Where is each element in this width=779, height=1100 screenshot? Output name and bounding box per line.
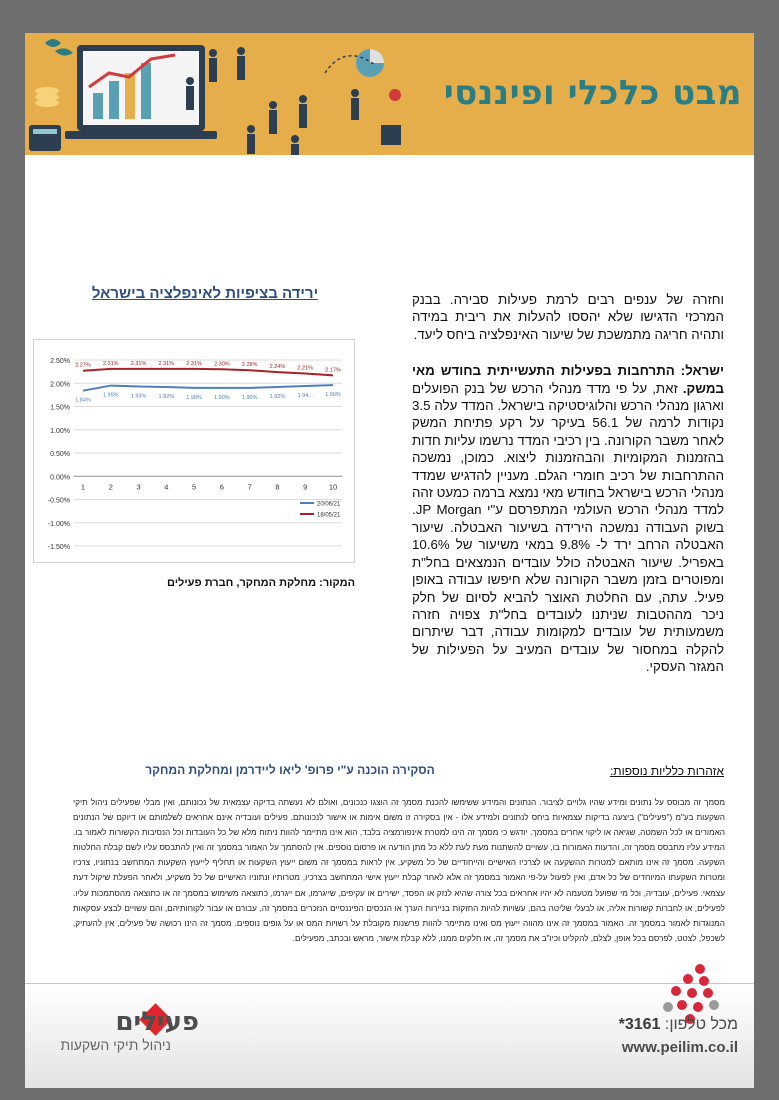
israel-paragraph [412,362,724,675]
data-label: 1.90% [241,394,258,401]
y-tick-label: 0.50% [50,451,70,458]
legend-label: 18/05/21 [317,512,341,519]
header-banner [25,33,754,155]
data-label: 2.27% [75,362,91,369]
y-tick-label: -1.50% [47,544,70,551]
data-label: 2.31% [186,360,202,367]
x-tick-label: 4 [164,482,169,492]
series-line [83,369,333,376]
brand-name: פעילים [115,1007,199,1037]
phone-number: 3161* [618,1016,661,1033]
document-page [25,33,754,1088]
chart-title: ירידה בציפיות לאינפלציה בישראל [91,285,319,302]
y-tick-label: -1.00% [47,520,70,528]
y-tick-label: 0.00% [50,474,70,482]
x-tick-label: 6 [219,482,224,492]
brand-subtitle: ניהול תיקי השקעות [60,1037,171,1053]
article-column [412,291,724,695]
inflation-chart [33,339,355,563]
data-label: 2.31% [102,360,119,367]
data-label: 2.28% [241,362,258,369]
x-tick-label: 5 [192,482,197,492]
y-tick-label: 1.00% [50,427,70,435]
data-label: 1.90% [214,394,230,401]
disclaimer-heading: אזהרות כלליות נוספות: [609,764,724,778]
data-label: 1.84% [75,397,91,404]
y-tick-label: 2.00% [50,381,70,389]
y-tick-label: -0.50% [47,497,70,505]
legend-label: 20/06/21 [317,501,341,508]
chart-plot [34,340,354,562]
phone-prefix: מכל טלפון: [664,1016,738,1033]
data-label: 2.31% [130,360,147,367]
data-label: 1.92% [269,393,286,400]
x-tick-label: 8 [275,482,280,492]
x-tick-label: 2 [108,482,113,492]
data-label: 2.21% [297,365,314,372]
data-label: 1.93% [130,393,147,400]
israel-body: זאת, על פי מדד מנהלי הרכש של בנק הפועלים וארגון מנהלי הרכש והלוגיסטיקה בישראל. המדד עלה 3.5 נקודות לרמה של 56.1 בעיקר על רקע פתיחת המשק לאחר משבר הקורונה. בין רכיבי המדד נרשמו עליות חדות בהזמנות המקומיות והבהזמנות ליצוא. כמוכן, נמשכה ההתרחבות של רכיב חומרי הגלם. מעניין להדגיש שמדד מנהלי הרכש בישראל בחודש מאי נמצא ברמה כמעט זהה למדד מנהלי הרכש העולמי המתפרסם ע"י JP Morgan. בשוק העבודה נמשכה הירידה בשיעור האבטלה. שיעור האבטלה הרחב ירד ל- 9.8% במאי משיעור של 10.6% באפריל. שיעור האבטלה כולל עובדים הנמצאים בחל"ת ומפוטרים בזמן משבר הקורונה שלא חיפשו עבודה באופן פעיל. עתה, עם החלטת האוצר להביא לסיום של חלק ניכר מההטבות שניתנו לעובדים בחל"ת צפויה חזרה משמעותית של עובדים למקומות עבודה, דבר שיתרום להקלה במחסור של עובדים המעיב על הפעילות של המגזר העסקי. [412,380,724,675]
contact-phone [548,1016,738,1034]
disclaimer-text: מסמך זה מבוסס על נתונים ומידע שהיו גלויים לציבור. הנתונים והמידע ששימשו להכנת מסמך זה הוצגו כנכונים, ואולם לא נעשתה בדיקה עצמאית של נכונותם, ואין מבלי שפעילים ניהול תיקי השקעות בע"מ ("פעילים") ביצעה בדיקות עצמאיות ביחס לנתונים ולמידע אלו - אין בסקירה זו משום אימות או אישור לנכונותם. פעילים ועובדיה אינם אחראים לשלמותם או דיוקם של הנתונים האמורים או לכל השמטה, שגיאה או ליקוי אחרים במסמך. יודגש כי מסמך זה הינו למטרת אינפורמציה בלבד, הוא אינו מתיימר להוות ניתוח מלא של כל העובדות וכל הנסיבות הקשורות לאמור בו. המידע עליו מתבסס מסמך זה, והדעות האמורות בו, עשויים להשתנות מעת לעת ללא כל מתן הודעה או פרסום נוספים. אין להסתמך על האמור במסמך זה ואין להתבסס עליו לשם קבלת החלטות השקעה. מסמך זה אינו מותאם למטרות ההשקעה או לצרכיו האישיים והייחודיים של כל משקיע, אין לראות במסמך זה משום ייעוץ השקעות או תחליף לייעוץ השקעות המתחשב בנתוניו, צרכיו ומטרות השקעתו המיוחדים של כל אדם, ואין לפעול על-פי האמור במסמך זה אלא לאחר קבלת ייעוץ אישי המתחשב בצרכיו, מטרותיו ונתוניו האישיים של כל משקיע, ולאחר הפעלת שיקול דעת עצמאי. פעילים, עובדיה, וכל מי שפועל מטעמה לא יהיו אחראים בכל צורה שהיא לנזק או הפסד, ישירים או עקיפים, שייגרמו, אם ייגרמו, כתוצאה משימוש במסמך זה או כתוצאה מהסתמכות עליו. לפעילים, או לחברות קשורות אליה, או לבעלי שליטה בהם, עשויות להיות החזקות בניירות הערך או הנכסים הפיננסיים הנזכרים במסמך זה, עבורם או עבור לקוחותיהם, והם עשויים לבצע עסקאות המנוגדות לאמור במסמך זה. האמור במסמך זה אינו מהווה ייעוץ מס ואינו מתיימר להוות פרשנות מקובלת על רשויות המס או על גופים נוספים. מסמך זה הינו רכושה של פעילים, אין להעתיק, לשכפל, לצטט, לפרסם בכל אופן, לצלם, להקליט וכיו"ב את מסמך זה, או חלקים ממנו, ללא קבלת אישור, מראש ובכתב, מפעילים. [73,798,725,943]
data-label: 1.94... [297,393,313,400]
data-label: 2.31% [158,360,175,367]
x-tick-label: 9 [303,482,308,492]
data-label: 2.24% [269,364,286,371]
data-label: 1.92% [158,393,175,400]
website-link[interactable]: www.peilim.co.il [621,1039,738,1056]
prepared-by: הסקירה הוכנה ע"י פרופ' ליאו ליידרמן ומחלקת המחקר [145,763,435,777]
series-line [83,385,333,391]
israel-heading: ישראל: התרחבות בפעילות התעשייתית בחודש מאי במשק. [412,363,724,396]
x-tick-label: 7 [247,482,252,492]
intro-paragraph: וחזרה של ענפים רבים לרמת פעילות סבירה. בבנק המרכזי הדגישו שלא יהססו להעלות את ריבית במידה ותהיה חריגה מתמשכת של שיעור האינפלציה ביחס ליעד. [412,292,724,342]
chart-source: המקור: מחלקת המחקר, חברת פעילים [167,577,355,589]
x-tick-label: 3 [136,482,141,492]
data-label: 1.95% [102,392,119,399]
data-label: 2.17% [325,367,341,374]
data-label: 2.30% [214,361,230,368]
y-tick-label: 1.50% [50,404,70,412]
data-label: 1.90% [186,394,202,401]
x-tick-label: 1 [80,482,86,492]
y-tick-label: 2.50% [50,358,70,365]
header-title: מבט כלכלי ופיננסי [443,73,742,113]
data-label: 1.96% [325,392,341,399]
x-tick-label: 10 [328,482,338,492]
